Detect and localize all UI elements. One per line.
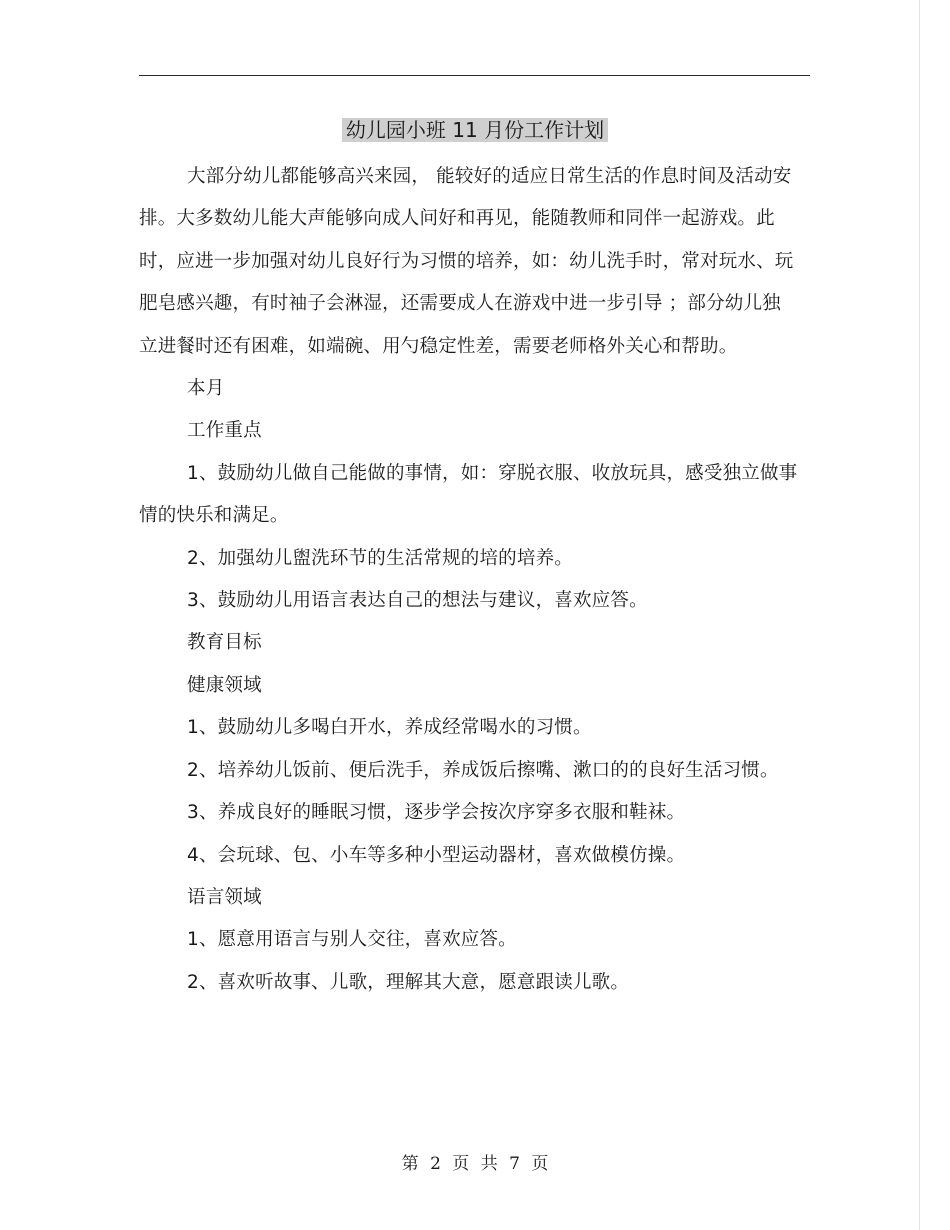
health-item-2: 2、培养幼儿饭前、便后洗手，养成饭后擦嘴、漱口的的良好生活习惯。 [187, 759, 779, 781]
paragraph-month: 本月 [187, 378, 225, 400]
document-body [139, 156, 799, 1004]
document-title-text: 幼儿园小班 11 月份工作计划 [342, 118, 608, 142]
focus-item-1: 1、鼓励幼儿做自己能做的事情，如：穿脱衣服、收放玩具，感受独立做事情的快乐和满足。 [139, 462, 798, 527]
page-footer: 第 2 页 共 7 页 [401, 1154, 549, 1174]
document-title [0, 114, 950, 146]
health-item-1: 1、鼓励幼儿多喝白开水，养成经常喝水的习惯。 [187, 717, 592, 739]
language-item-1: 1、愿意用语言与别人交往，喜欢应答。 [187, 929, 517, 951]
header-rule [139, 75, 810, 76]
focus-item-2: 2、加强幼儿盥洗环节的生活常规的培的培养。 [187, 547, 573, 569]
heading-language-domain: 语言领域 [187, 886, 262, 908]
heading-work-focus: 工作重点 [187, 420, 262, 442]
focus-item-3: 3、鼓励幼儿用语言表达自己的想法与建议，喜欢应答。 [187, 590, 648, 612]
page-edge [919, 0, 920, 1230]
language-item-2: 2、喜欢听故事、儿歌，理解其大意，愿意跟读儿歌。 [187, 971, 630, 993]
heading-health-domain: 健康领域 [187, 674, 262, 696]
health-item-3: 3、养成良好的睡眠习惯，逐步学会按次序穿多衣服和鞋袜。 [187, 802, 686, 824]
intro-paragraph: 大部分幼儿都能够高兴来园， 能较好的适应日常生活的作息时间及活动安排。大多数幼儿能大声能够向成人问好和再见，能随教师和同伴一起游戏。此时，应进一步加强对幼儿良好行为习惯的培养，如：幼儿洗手时，常对玩水、玩肥皂感兴趣，有时袖子会淋湿，还需要成人在游戏中进一步引导 ；部分幼儿独立进餐时还有困难，如端碗、用勺稳定性差，需要老师格外关心和帮助。 [139, 166, 794, 357]
heading-education-goals: 教育目标 [187, 632, 262, 654]
health-item-4: 4、会玩球、包、小车等多种小型运动器材，喜欢做模仿操。 [187, 844, 686, 866]
